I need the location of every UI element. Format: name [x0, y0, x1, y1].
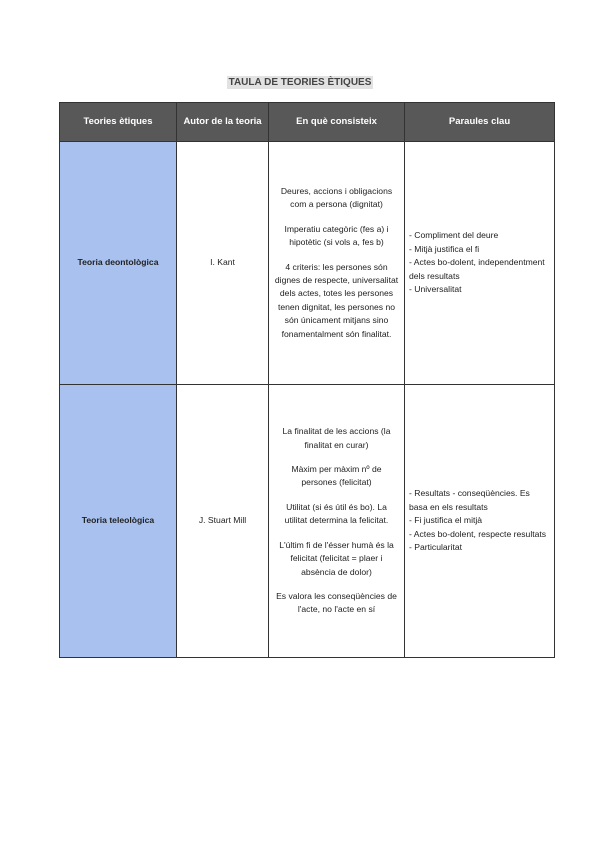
- keyword-item: - Particularitat: [409, 542, 463, 553]
- keyword-item: - Fi justifica el mitjà: [409, 515, 483, 526]
- header-author: Autor de la teoria: [177, 103, 269, 142]
- document-title-wrapper: [0, 72, 600, 90]
- keyword-item: - Actes bo-dolent, independentment dels resultats: [409, 257, 545, 281]
- description-paragraph: Es valora les conseqüències de l'acte, no l'acte en sí: [276, 590, 397, 615]
- theory-name: Teoria deontològica: [60, 142, 177, 385]
- theory-keywords: [405, 142, 555, 385]
- table-row: [60, 385, 555, 658]
- header-theories: Teories ètiques: [60, 103, 177, 142]
- description-paragraph: 4 criteris: les persones són dignes de respecte, universalitat dels actes, totes les persones tenen dignitat, les persones no són únicament mitjans sino fonamentalment són finalitat.: [274, 261, 399, 339]
- theory-author: J. Stuart Mill: [177, 385, 269, 658]
- theory-keywords: [405, 385, 555, 658]
- header-keywords: Paraules clau: [405, 103, 555, 142]
- document-title: TAULA DE TEORIES ÈTIQUES: [228, 77, 372, 88]
- theory-description: [269, 385, 405, 658]
- description-paragraph: Utilitat (si és útil és bo). La utilitat determina la felicitat.: [284, 501, 389, 526]
- keyword-item: - Compliment del deure: [409, 230, 499, 241]
- description-paragraph: L'últim fi de l'ésser humà és la felicitat (felicitat = plaer i absència de dolor): [279, 539, 394, 577]
- theory-name: Teoria teleològica: [60, 385, 177, 658]
- theory-description: [269, 142, 405, 385]
- description-paragraph: Deures, accions i obligacions com a persona (dignitat): [280, 185, 393, 210]
- table-header-row: [60, 103, 555, 142]
- description-paragraph: Imperatiu categòric (fes a) i hipotètic (si vols a, fes b): [284, 223, 389, 248]
- keyword-item: - Actes bo-dolent, respecte resultats: [409, 528, 547, 539]
- description-paragraph: La finalitat de les accions (la finalitat en curar): [282, 426, 391, 450]
- table-row: [60, 142, 555, 385]
- keyword-item: - Mitjà justifica el fi: [409, 243, 480, 254]
- ethics-theories-table: [59, 102, 555, 658]
- description-paragraph: Màxim per màxim nº de persones (felicitat): [291, 464, 382, 488]
- theory-author: I. Kant: [177, 142, 269, 385]
- keyword-item: - Universalitat: [409, 284, 462, 295]
- keyword-item: - Resultats - conseqüències. Es basa en els resultats: [409, 488, 530, 512]
- header-description: En què consisteix: [269, 103, 405, 142]
